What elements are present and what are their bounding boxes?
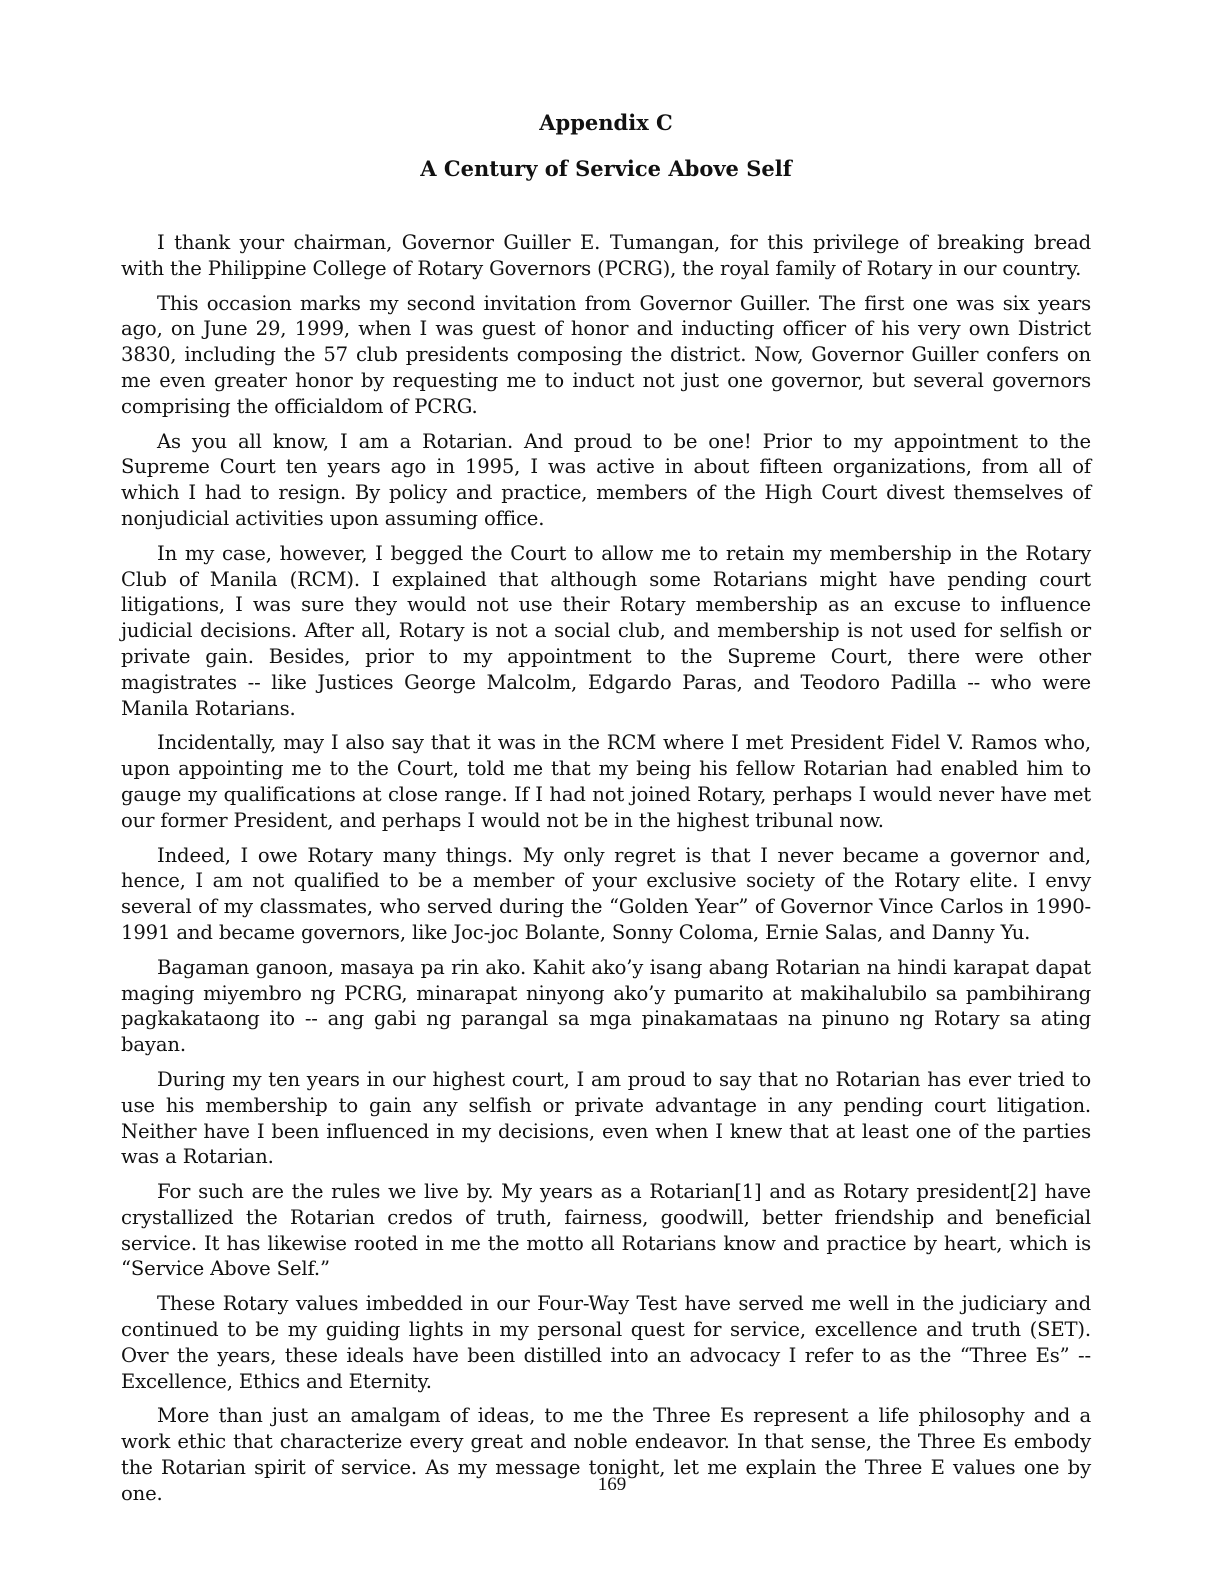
appendix-label: Appendix C xyxy=(539,110,673,135)
paragraph: For such are the rules we live by. My years as a Rotarian[1] and as Rotary president[2] have crystallized the Rotarian credos of truth, fairness, goodwill, better friendship and beneficial service. It has likewise rooted in me the motto all Rotarians know and practice by heart, which is “Service Above Self.” xyxy=(121,1180,1091,1281)
paragraph: These Rotary values imbedded in our Four-Way Test have served me well in the judiciary and continued to be my guiding lights in my personal quest for service, excellence and truth (SET). Over the years, these ideals have been distilled into an advocacy I refer to as the “Three Es” -- Excellence, Ethics and Eternity. xyxy=(121,1292,1091,1393)
paragraph: More than just an amalgam of ideas, to me the Three Es represent a life philosophy and a work ethic that characterize every great and noble endeavor. In that sense, the Three Es embody the Rotarian spirit of service. As my message tonight, let me explain the Three E values one by one. xyxy=(121,1404,1091,1505)
paragraph: I thank your chairman, Governor Guiller E. Tumangan, for this privilege of breaking bread with the Philippine College of Rotary Governors (PCRG), the royal family of Rotary in our country. xyxy=(121,231,1091,280)
body-text xyxy=(121,230,1091,1507)
paragraph: Indeed, I owe Rotary many things. My only regret is that I never became a governor and, hence, I am not qualified to be a member of your exclusive society of the Rotary elite. I envy several of my classmates, who served during the “Golden Year” of Governor Vince Carlos in 1990-1991 and became governors, like Joc-joc Bolante, Sonny Coloma, Ernie Salas, and Danny Yu. xyxy=(121,843,1091,944)
paragraph: Bagaman ganoon, masaya pa rin ako. Kahit ako’y isang abang Rotarian na hindi karapat dapat maging miyembro ng PCRG, minarapat ninyong ako’y pumarito at makihalubilo sa pambihirang pagkakataong ito -- ang gabi ng parangal sa mga pinakamataas na pinuno ng Rotary sa ating bayan. xyxy=(121,955,1091,1057)
paragraph: Incidentally, may I also say that it was in the RCM where I met President Fidel V. Ramos who, upon appointing me to the Court, told me that my being his fellow Rotarian had enabled him to gauge my qualifications at close range. If I had not joined Rotary, perhaps I would never have met our former President, and perhaps I would not be in the highest tribunal now. xyxy=(121,731,1091,832)
page-number: 169 xyxy=(597,1474,627,1495)
paragraph: In my case, however, I begged the Court to allow me to retain my membership in the Rotary Club of Manila (RCM). I explained that although some Rotarians might have pending court litigations, I was sure they would not use their Rotary membership as an excuse to influence judicial decisions. After all, Rotary is not a social club, and membership is not used for selfish or private gain. Besides, prior to my appointment to the Supreme Court, there were other magistrates -- like Justices George Malcolm, Edgardo Paras, and Teodoro Padilla -- who were Manila Rotarians. xyxy=(121,541,1091,720)
paragraph: This occasion marks my second invitation from Governor Guiller. The first one was six years ago, on June 29, 1999, when I was guest of honor and inducting officer of his very own District 3830, including the 57 club presidents composing the district. Now, Governor Guiller confers on me even greater honor by requesting me to induct not just one governor, but several governors comprising the officialdom of PCRG. xyxy=(121,291,1091,418)
page-title: A Century of Service Above Self xyxy=(420,156,792,181)
document-page xyxy=(121,108,1091,1516)
paragraph: During my ten years in our highest court, I am proud to say that no Rotarian has ever tried to use his membership to gain any selfish or private advantage in any pending court litigation. Neither have I been influenced in my decisions, even when I knew that at least one of the parties was a Rotarian. xyxy=(121,1067,1091,1169)
paragraph: As you all know, I am a Rotarian. And proud to be one! Prior to my appointment to the Supreme Court ten years ago in 1995, I was active in about fifteen organizations, from all of which I had to resign. By policy and practice, members of the High Court divest themselves of nonjudicial activities upon assuming office. xyxy=(121,429,1091,530)
